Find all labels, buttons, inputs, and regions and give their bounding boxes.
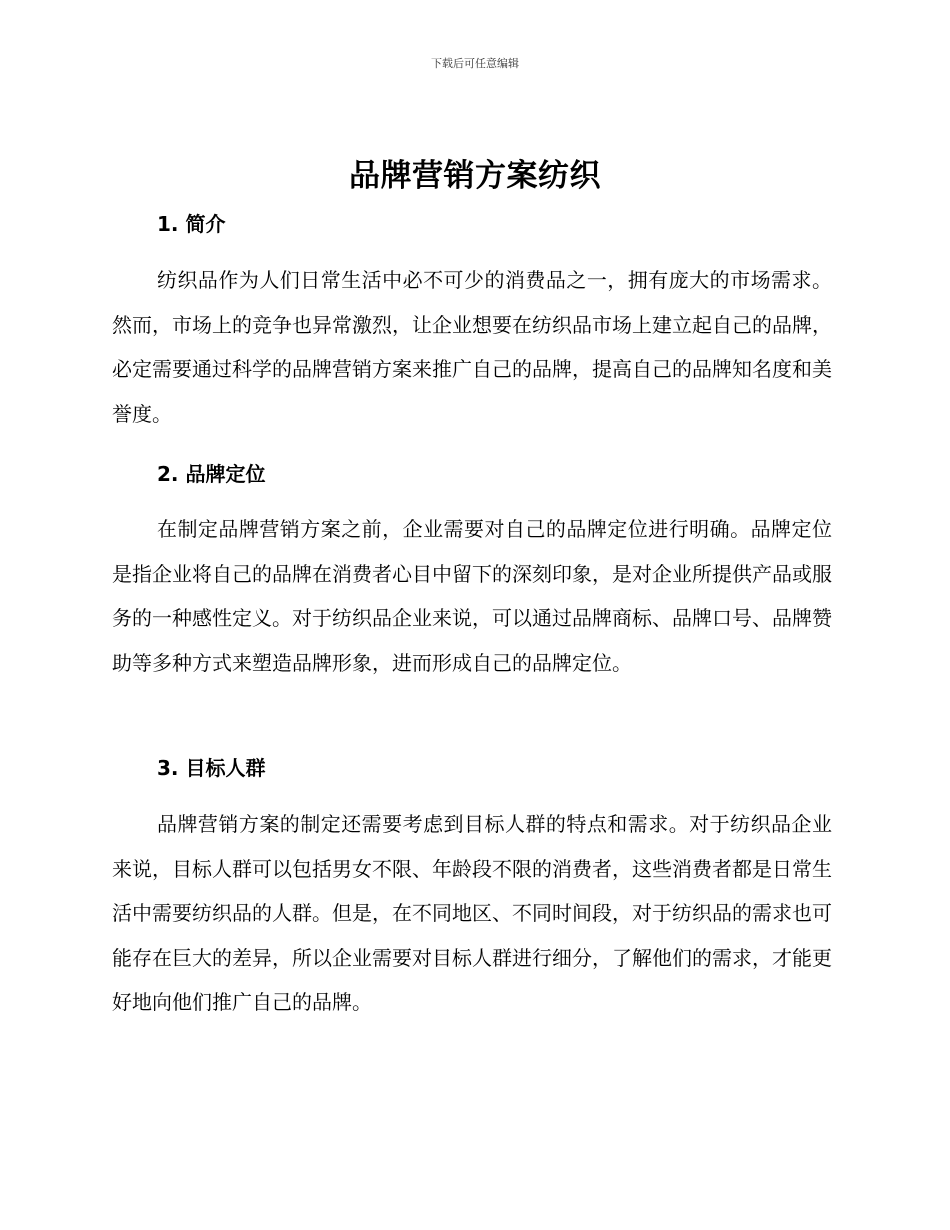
section-heading-positioning: 2. 品牌定位 [157, 462, 266, 486]
section-heading-target-audience: 3. 目标人群 [157, 756, 266, 780]
section-body-intro: 纺织品作为人们日常生活中必不可少的消费品之一，拥有庞大的市场需求。然而，市场上的竞争也异常激烈，让企业想要在纺织品市场上建立起自己的品牌，必定需要通过科学的品牌营销方案来推广自己的品牌，提高自己的品牌知名度和美誉度。 [112, 268, 832, 426]
section-heading-intro: 1. 简介 [157, 212, 226, 236]
section-body-target-audience: 品牌营销方案的制定还需要考虑到目标人群的特点和需求。对于纺织品企业来说，目标人群可以包括男女不限、年龄段不限的消费者，这些消费者都是日常生活中需要纺织品的人群。但是，在不同地区、不同时间段，对于纺织品的需求也可能存在巨大的差异，所以企业需要对目标人群进行细分，了解他们的需求，才能更好地向他们推广自己的品牌。 [112, 812, 832, 1014]
header-note: 下载后可任意编辑 [431, 57, 519, 70]
section-body-positioning: 在制定品牌营销方案之前，企业需要对自己的品牌定位进行明确。品牌定位是指企业将自己的品牌在消费者心目中留下的深刻印象，是对企业所提供产品或服务的一种感性定义。对于纺织品企业来说，可以通过品牌商标、品牌口号、品牌赞助等多种方式来塑造品牌形象，进而形成自己的品牌定位。 [112, 517, 832, 675]
document-title: 品牌营销方案纺织 [349, 158, 601, 194]
